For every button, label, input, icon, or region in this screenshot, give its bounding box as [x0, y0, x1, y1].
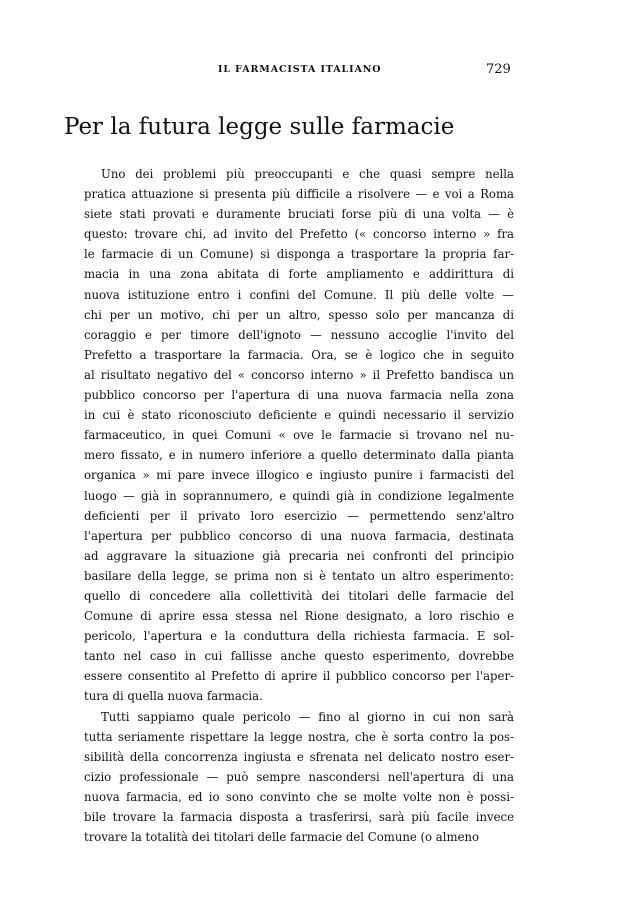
text-line: Uno dei problemi più preoccupanti e che quasi sempre nella	[101, 167, 514, 181]
text-line: nuova farmacia, ed io sono convinto che se molte volte non è possi-	[84, 789, 514, 804]
text-line: chi per un motivo, chi per un altro, spesso solo per mancanza di	[84, 307, 514, 322]
text-line: siete stati provati e duramente bruciati forse più di una volta — è	[84, 207, 514, 222]
text-line: cizio professionale — può sempre nascondersi nell'apertura di una	[84, 769, 514, 784]
text-line: al risultato negativo del « concorso interno » il Prefetto bandisca un	[84, 367, 514, 382]
text-line: tutta seriamente rispettare la legge nostra, che è sorta contro la pos-	[84, 729, 514, 744]
text-line: sibilità della concorrenza ingiusta e sfrenata nel delicato nostro eser-	[84, 749, 514, 764]
text-line: Prefetto a trasportare la farmacia. Ora, se è logico che in seguito	[84, 347, 514, 362]
text-line: ad aggravare la situazione già precaria nei confronti del principio	[84, 548, 514, 563]
page-number: 729	[486, 62, 511, 77]
text-line: essere consentito al Prefetto di aprire il pubblico concorso per l'aper-	[84, 669, 514, 684]
article-title: Per la futura legge sulle farmacie	[64, 114, 455, 140]
text-line: le farmacie di un Comune) si disponga a trasportare la propria far-	[84, 247, 514, 262]
text-line: pubblico concorso per l'apertura di una nuova farmacia nella zona	[84, 388, 514, 403]
running-head	[0, 62, 623, 80]
text-line: mero fissato, e in numero inferiore a quello determinato dalla pianta	[84, 448, 514, 463]
running-title: IL FARMACISTA ITALIANO	[218, 64, 382, 75]
text-line: questo: trovare chi, ad invito del Prefetto (« concorso interno » fra	[84, 227, 514, 242]
text-line: tura di quella nuova farmacia.	[84, 689, 263, 704]
text-line: organica » mi pare invece illogico e ingiusto punire i farmacisti del	[84, 468, 514, 483]
text-line: Tutti sappiamo quale pericolo — fino al giorno in cui non sarà	[101, 709, 514, 724]
text-line: quello di concedere alla collettività dei titolari delle farmacie del	[84, 588, 514, 603]
text-line: coraggio e per timore dell'ignoto — nessuno accoglie l'invito del	[84, 327, 514, 342]
text-line: tanto nel caso in cui fallisse anche questo esperimento, dovrebbe	[84, 649, 514, 664]
text-line: nuova istituzione entro i confini del Comune. Il più delle volte —	[84, 287, 514, 302]
text-line: bile trovare la farmacia disposta a trasferirsi, sarà più facile invece	[84, 810, 514, 824]
text-line: pratica attuazione si presenta più difficile a risolvere — e voi a Roma	[84, 187, 514, 202]
text-line: pericolo, l'apertura e la conduttura della richiesta farmacia. E sol-	[84, 629, 514, 644]
text-line: luogo — già in soprannumero, e quindi già in condizione legalmente	[84, 488, 514, 503]
text-line: deficienti per il privato loro esercizio — permettendo senz'altro	[84, 508, 514, 523]
text-line: farmaceutico, in quei Comuni « ove le farmacie si trovano nel nu-	[84, 428, 514, 443]
article-body	[84, 164, 514, 847]
text-line: Comune di aprire essa stessa nel Rione designato, a loro rischio e	[84, 609, 514, 624]
text-line: basilare della legge, se prima non si è tentato un altro esperimento:	[84, 568, 514, 583]
text-line: trovare la totalità dei titolari delle farmacie del Comune (o almeno	[84, 830, 480, 845]
text-line: macia in una zona abitata di forte ampliamento e addirittura di	[84, 267, 514, 282]
text-line: l'apertura per pubblico concorso di una nuova farmacia, destinata	[84, 528, 514, 543]
text-line: in cui è stato riconosciuto deficiente e quindi necessario il servizio	[84, 408, 514, 423]
